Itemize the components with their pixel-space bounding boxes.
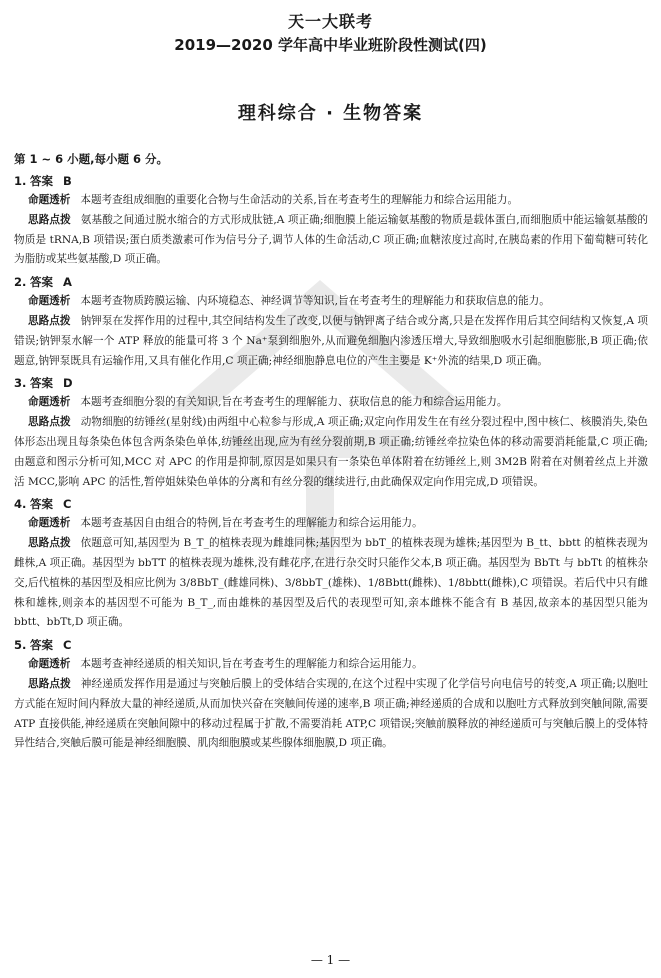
question-number: 1.: [14, 174, 27, 188]
answer-line: [14, 172, 648, 191]
hint-label: 思路点拨: [28, 677, 71, 690]
overview-label: 命题透析: [28, 295, 71, 308]
question-number: 4.: [14, 497, 27, 512]
answer-label: 答案: [30, 376, 53, 391]
overview-label: 命题透析: [28, 658, 71, 671]
subject-title: 理科综合 · 生物答案: [237, 103, 424, 124]
overview-paragraph: [14, 191, 648, 211]
question-block: [14, 636, 648, 754]
answer-line: [14, 374, 648, 393]
hint-paragraph: [14, 312, 648, 371]
answer-line: [14, 273, 648, 292]
scoring-intro: 第 1 ~ 6 小题,每小题 6 分。: [14, 152, 169, 166]
question-block: [14, 172, 648, 270]
hint-label: 思路点拨: [28, 213, 71, 226]
question-block: [14, 273, 648, 371]
exam-title: 2019—2020 学年高中毕业班阶段性测试(四): [174, 36, 487, 54]
exam-brand: 天一大联考: [287, 12, 373, 31]
answer-value: C: [63, 638, 72, 653]
hint-text: 氨基酸之间通过脱水缩合的方式形成肽链,A 项正确;细胞膜上能运输氨基酸的物质是载体蛋白,而细胞质中能运输氨基酸的物质是 tRNA,B 项错误;蛋白质类激素可作为信号分子,调节人体的生命活动,C 项正确;血糖浓度过高时,在胰岛素的作用下葡萄糖可转化为脂肪或某些氨基酸,D 项正确。: [14, 213, 648, 266]
hint-paragraph: [14, 211, 648, 270]
page-number: — 1 —: [310, 953, 351, 967]
overview-paragraph: [14, 292, 648, 312]
hint-paragraph: [14, 534, 648, 633]
answer-value: A: [63, 275, 72, 290]
answer-line: [14, 636, 648, 655]
overview-label: 命题透析: [28, 517, 71, 530]
overview-text: 本题考查神经递质的相关知识,旨在考查考生的理解能力和综合运用能力。: [80, 658, 423, 671]
answer-value: C: [63, 497, 72, 512]
overview-text: 本题考查组成细胞的重要化合物与生命活动的关系,旨在考查考生的理解能力和综合运用能力。: [80, 194, 519, 206]
hint-paragraph: [14, 675, 648, 754]
question-block: [14, 374, 648, 492]
question-list: [14, 172, 648, 754]
hint-text: 动物细胞的纺锤丝(星射线)由两组中心粒参与形成,A 项正确;双定向作用发生在有丝分裂过程中,图中核仁、核膜消失,染色体形态出现且每条染色体包含两条染色单体,纺锤丝出现,应为有丝分裂前期,B 项正确;纺锤丝牵拉染色体的移动需要消耗能量,C 项正确;由题意和图示分析可知,MCC 对 APC 的作用是抑制,原因是如果只有一条染色单体附着在纺锤丝上,则 3M2B 附着在对侧着丝点上并激活 MCC,影响 APC 的活性,暂停姐妹染色单体的分离和有丝分裂的继续进行,由此确保双定向作用完成,D 项错误。: [14, 416, 649, 488]
overview-label: 命题透析: [28, 396, 71, 409]
hint-label: 思路点拨: [28, 314, 71, 327]
answer-value: B: [63, 174, 72, 188]
overview-paragraph: [14, 393, 648, 413]
overview-paragraph: [14, 514, 648, 534]
overview-text: 本题考查基因自由组合的特例,旨在考查考生的理解能力和综合运用能力。: [80, 517, 423, 530]
overview-text: 本题考查物质跨膜运输、内环境稳态、神经调节等知识,旨在考查考生的理解能力和获取信息的能力。: [80, 295, 550, 308]
answer-label: 答案: [30, 174, 53, 188]
answer-label: 答案: [30, 638, 53, 653]
hint-paragraph: [14, 413, 648, 492]
answer-label: 答案: [30, 275, 53, 290]
question-block: [14, 495, 648, 633]
overview-text: 本题考查细胞分裂的有关知识,旨在考查考生的理解能力、获取信息的能力和综合运用能力。: [80, 396, 508, 409]
hint-label: 思路点拨: [28, 416, 71, 429]
hint-text: 钠钾泵在发挥作用的过程中,其空间结构发生了改变,以便与钠钾离子结合或分离,只是在发挥作用后其空间结构又恢复,A 项错误;钠钾泵水解一个 ATP 释放的能量可将 3 个 Na⁺泵到细胞外,从而避免细胞内渗透压增大,导致细胞吸水引起细胞膨胀,B 项正确;依题意,钠钾泵既具有运输作用,又具有催化作用,C 项正确;神经细胞静息电位的产生主要是 K⁺外流的结果,D 项正确。: [14, 314, 649, 367]
overview-label: 命题透析: [28, 194, 71, 206]
answer-body: [14, 149, 648, 754]
question-number: 2.: [14, 275, 27, 290]
hint-text: 神经递质发挥作用是通过与突触后膜上的受体结合实现的,在这个过程中实现了化学信号向电信号的转变,A 项正确;以胞吐方式能在短时间内释放大量的神经递质,从而加快兴奋在突触间传递的速率,B 项正确;神经递质的合成和以胞吐方式释放到突触间隙,需要 ATP 直接供能,神经递质在突触间隙中的移动过程属于扩散,不需要消耗 ATP,C 项错误;突触前膜释放的神经递质可与突触后膜上的受体特异性结合,突触后膜可能是神经细胞膜、肌肉细胞膜或某些腺体细胞膜,D 项正确。: [14, 677, 648, 750]
question-number: 3.: [14, 376, 27, 391]
question-number: 5.: [14, 638, 27, 653]
answer-value: D: [63, 376, 73, 391]
answer-line: [14, 495, 648, 514]
overview-paragraph: [14, 655, 648, 675]
hint-text: 依题意可知,基因型为 B_T_的植株表现为雌雄同株;基因型为 bbT_的植株表现为雄株;基因型为 B_tt、bbtt 的植株表现为雌株,A 项正确。基因型为 bbTT 的植株表现为雄株,没有雌花序,在进行杂交时只能作父本,B 项正确。基因型为 BbTt 与 bbTt 的植株杂交,后代植株的基因型及相应比例为 3/8BbT_(雌雄同株)、3/8bbT_(雄株)、1/8Bbtt(雌株)、1/8bbtt(雌株),C 项错误。若后代中只有雌株和雄株,则亲本的基因型不可能为 B_T_,而由雄株的基因型及后代的表现型可知,亲本雌株不能含有 B 基因,故亲本的基因型只能为 bbtt、bbTt,D 项正确。: [14, 537, 649, 629]
answer-label: 答案: [30, 497, 53, 512]
hint-label: 思路点拨: [28, 537, 71, 550]
